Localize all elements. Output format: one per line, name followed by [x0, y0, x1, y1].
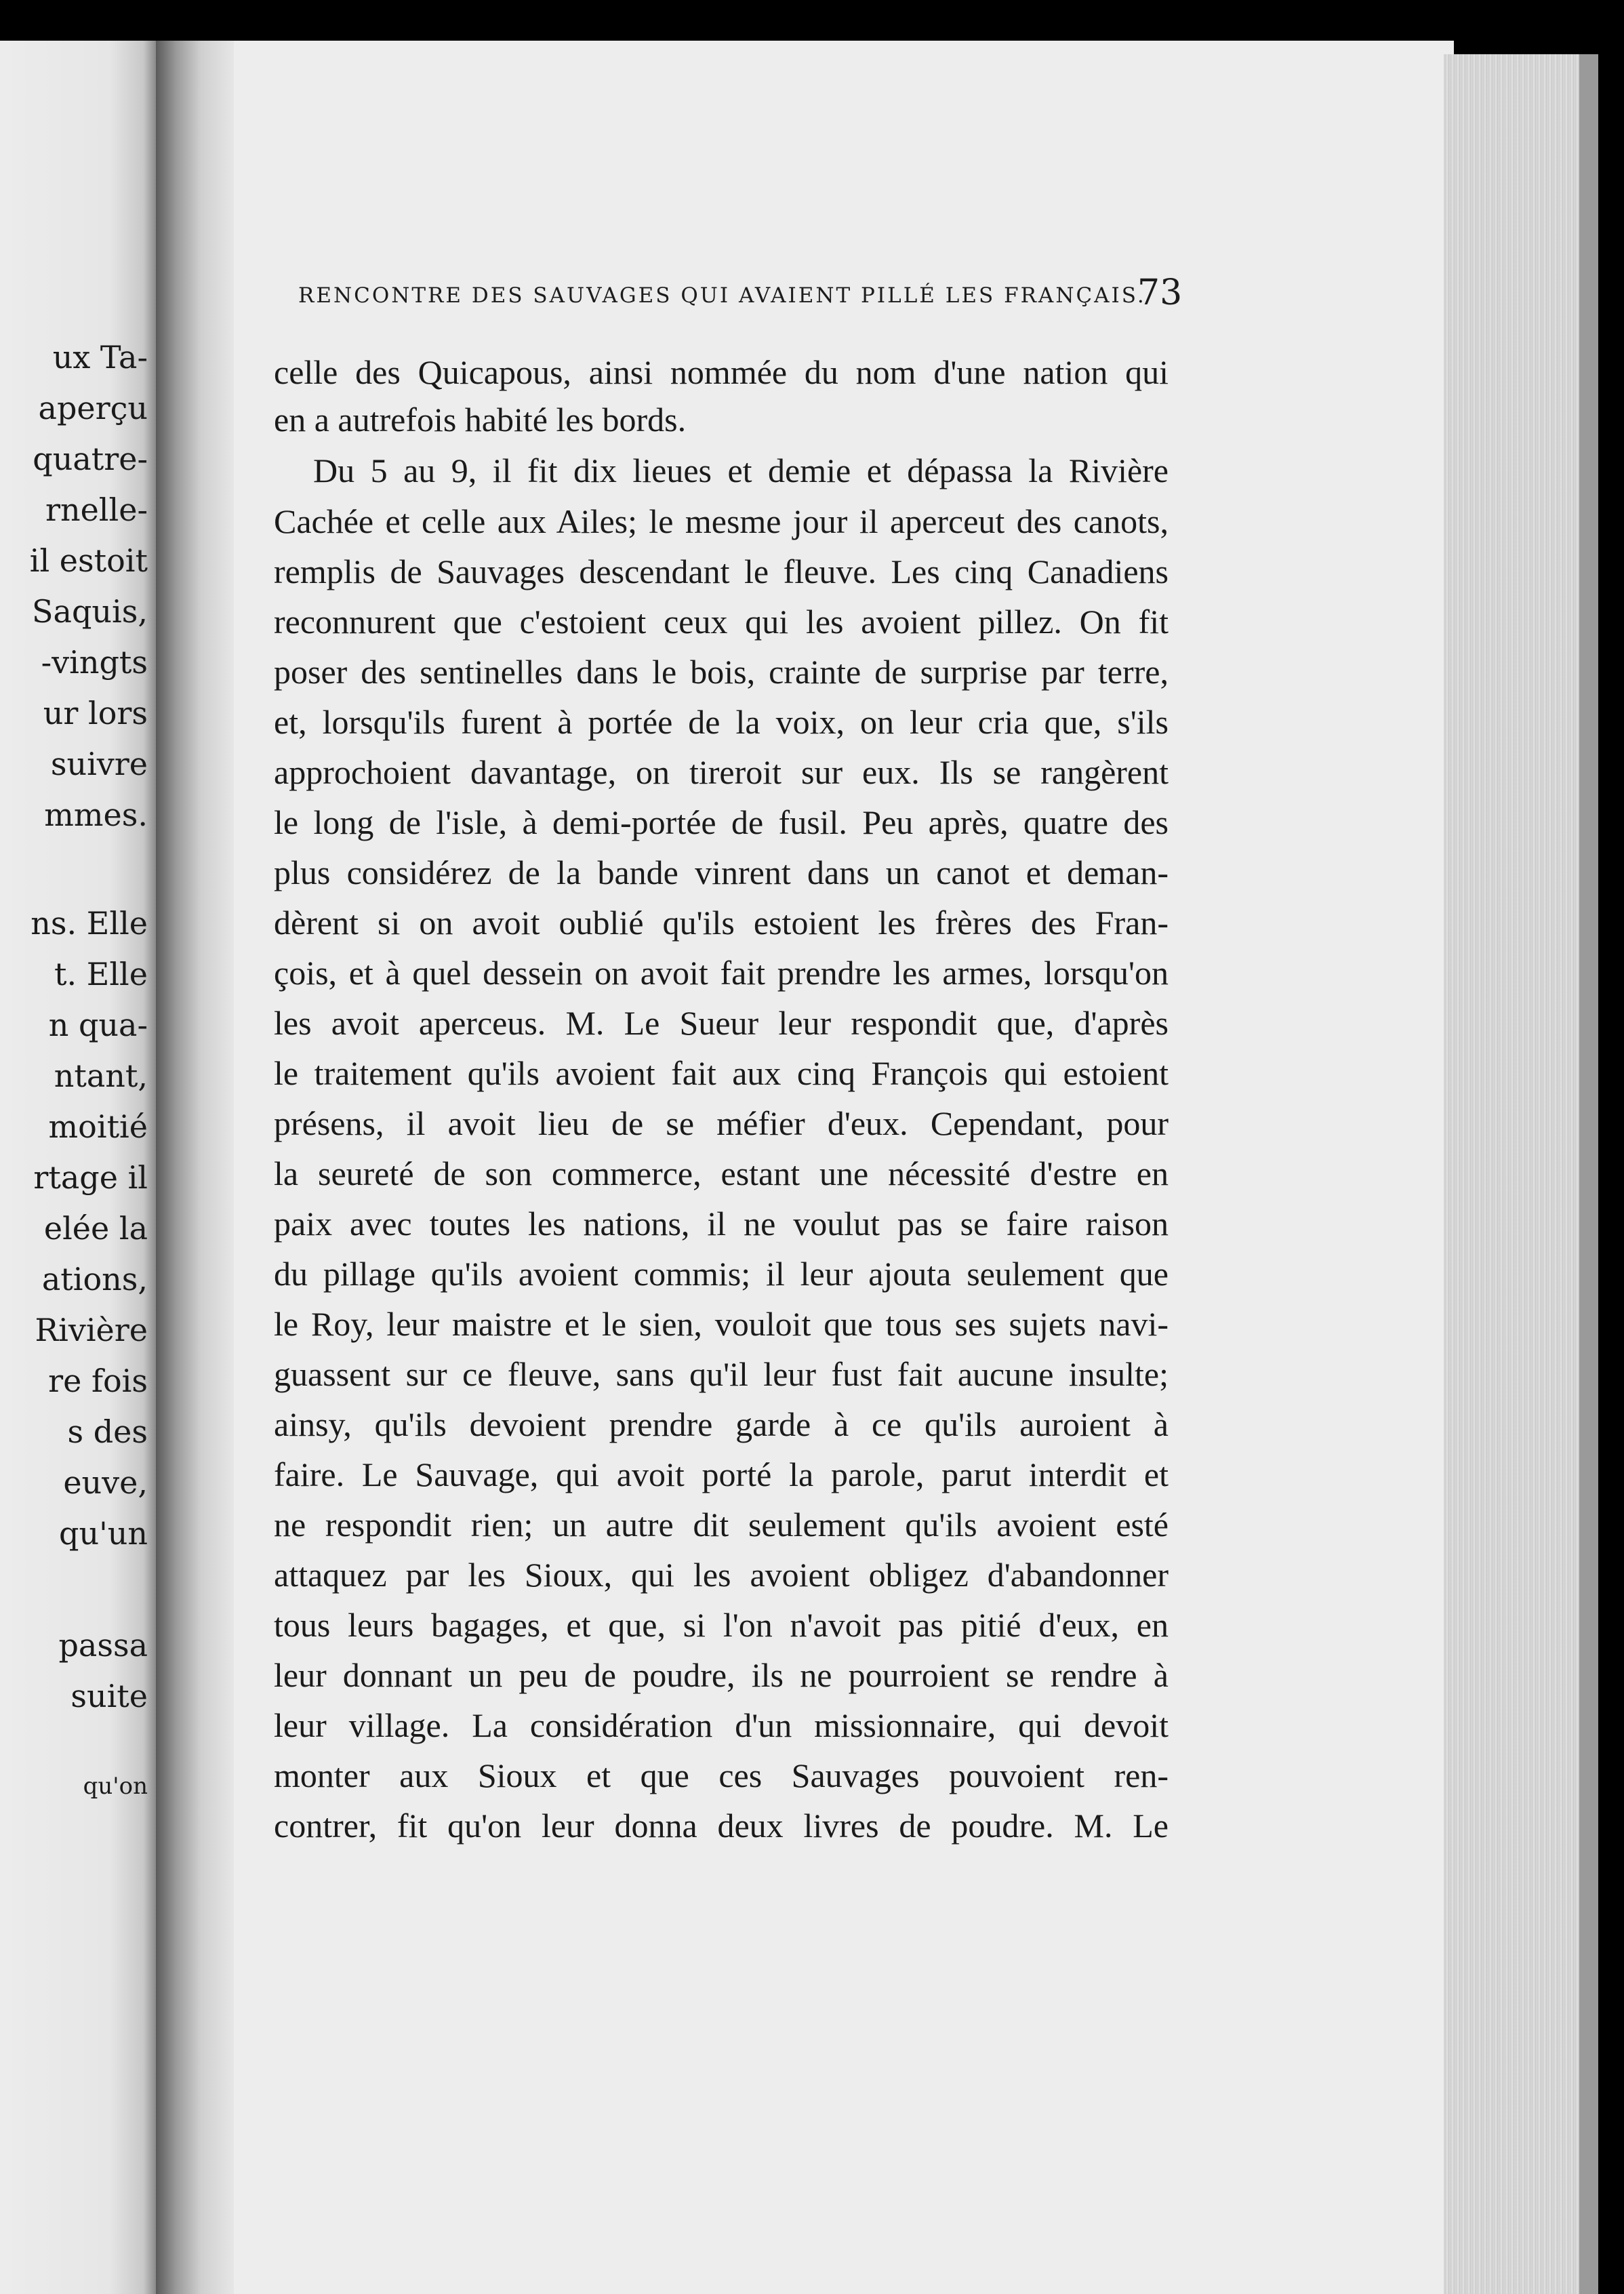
left-page-line: aperçu — [38, 390, 148, 426]
body-text-line: monter aux Sioux et que ces Sauvages pouvoient ren- — [274, 1756, 1169, 1794]
left-page-line: mmes. — [44, 797, 148, 833]
body-text-line: plus considérez de la bande vinrent dans un canot et deman- — [274, 853, 1169, 891]
body-text-line: du pillage qu'ils avoient commis; il leur ajouta seulement que — [274, 1255, 1169, 1293]
left-page-line: ations, — [41, 1261, 148, 1297]
body-text-line: les avoit aperceus. M. Le Sueur leur respondit que, d'après — [274, 1004, 1169, 1042]
body-text-line: tous leurs bagages, et que, si l'on n'avoit pas pitié d'eux, en — [274, 1606, 1169, 1644]
left-page-line: ux Ta- — [52, 339, 148, 376]
left-page-line: ns. Elle — [31, 905, 148, 942]
body-text-line: Du 5 au 9, il fit dix lieues et demie et dépassa la Rivière — [313, 451, 1169, 489]
left-page-line: passa — [58, 1627, 148, 1664]
left-page-line: euve, — [63, 1464, 148, 1501]
left-page-line: rnelle- — [45, 491, 148, 528]
body-text-line: le traitement qu'ils avoient fait aux cinq François qui estoient — [274, 1054, 1169, 1092]
body-text-line: guassent sur ce fleuve, sans qu'il leur fust fait aucune insulte; — [274, 1355, 1169, 1393]
body-text-line: remplis de Sauvages descendant le fleuve. Les cinq Canadiens — [274, 552, 1169, 590]
left-page-line: -vingts — [41, 644, 148, 681]
body-text-line: le Roy, leur maistre et le sien, vouloit que tous ses sujets navi- — [274, 1305, 1169, 1343]
left-page-line: re fois — [48, 1363, 148, 1399]
body-text-line: ainsy, qu'ils devoient prendre garde à ce qu'ils auroient à — [274, 1405, 1169, 1443]
body-text-line: faire. Le Sauvage, qui avoit porté la parole, parut interdit et — [274, 1455, 1169, 1493]
left-page-line: Saquis, — [32, 593, 148, 630]
left-page-line: rtage il — [33, 1159, 148, 1196]
body-text-line: leur donnant un peu de poudre, ils ne pourroient se rendre à — [274, 1656, 1169, 1694]
body-text-line: approchoient davantage, on tireroit sur eux. Ils se rangèrent — [274, 753, 1169, 791]
page-edges — [1444, 54, 1596, 2294]
left-page-line: ur lors — [43, 695, 148, 731]
page-edges-shadow — [1579, 54, 1598, 2294]
left-page-line: suivre — [50, 746, 148, 782]
left-page-line: elée la — [43, 1210, 148, 1247]
left-page-line: quatre- — [33, 441, 148, 477]
left-page-line: qu'un — [59, 1515, 148, 1552]
left-page-line: il estoit — [29, 542, 148, 579]
left-page-line: suite — [70, 1678, 148, 1714]
body-text-line: ne respondit rien; un autre dit seulement qu'ils avoient esté — [274, 1506, 1169, 1544]
running-head: RENCONTRE DES SAUVAGES QUI AVAIENT PILLÉ LES FRANÇAIS. — [298, 283, 1146, 308]
body-text-line: en a autrefois habité les bords. — [274, 401, 687, 439]
page-number: 73 — [1137, 273, 1183, 313]
left-page-line: t. Elle — [54, 956, 148, 992]
book-gutter-shadow — [156, 41, 237, 2294]
body-text-line: leur village. La considération d'un missionnaire, qui devoit — [274, 1706, 1169, 1744]
left-page-line: s des — [67, 1413, 148, 1450]
body-text-line: la seureté de son commerce, estant une nécessité d'estre en — [274, 1154, 1169, 1192]
left-page-line: n qua- — [48, 1007, 148, 1043]
left-page-footnote-fragment: qu'on — [83, 1773, 148, 1800]
body-text-line: et, lorsqu'ils furent à portée de la voix, on leur cria que, s'ils — [274, 703, 1169, 741]
body-text-line: poser des sentinelles dans le bois, crainte de surprise par terre, — [274, 653, 1169, 691]
body-text-line: çois, et à quel dessein on avoit fait prendre les armes, lorsqu'on — [274, 954, 1169, 992]
body-text-line: Cachée et celle aux Ailes; le mesme jour il aperceut des canots, — [274, 502, 1169, 540]
left-page-line: Rivière — [35, 1312, 148, 1348]
body-text-line: reconnurent que c'estoient ceux qui les avoient pillez. On fit — [274, 603, 1169, 641]
body-text-line: présens, il avoit lieu de se méfier d'eux. Cependant, pour — [274, 1104, 1169, 1142]
body-text-line: le long de l'isle, à demi-portée de fusil. Peu après, quatre des — [274, 803, 1169, 841]
left-page-line: moitié — [48, 1108, 148, 1145]
body-text-line: contrer, fit qu'on leur donna deux livres de poudre. M. Le — [274, 1807, 1169, 1845]
left-page-fragment — [0, 41, 156, 2294]
left-page-line: ntant, — [54, 1058, 148, 1094]
body-text-line: attaquez par les Sioux, qui les avoient obligez d'abandonner — [274, 1556, 1169, 1594]
body-text-line: celle des Quicapous, ainsi nommée du nom d'une nation qui — [274, 353, 1169, 391]
body-text-line: paix avec toutes les nations, il ne voulut pas se faire raison — [274, 1205, 1169, 1243]
body-text-line: dèrent si on avoit oublié qu'ils estoient les frères des Fran- — [274, 904, 1169, 942]
